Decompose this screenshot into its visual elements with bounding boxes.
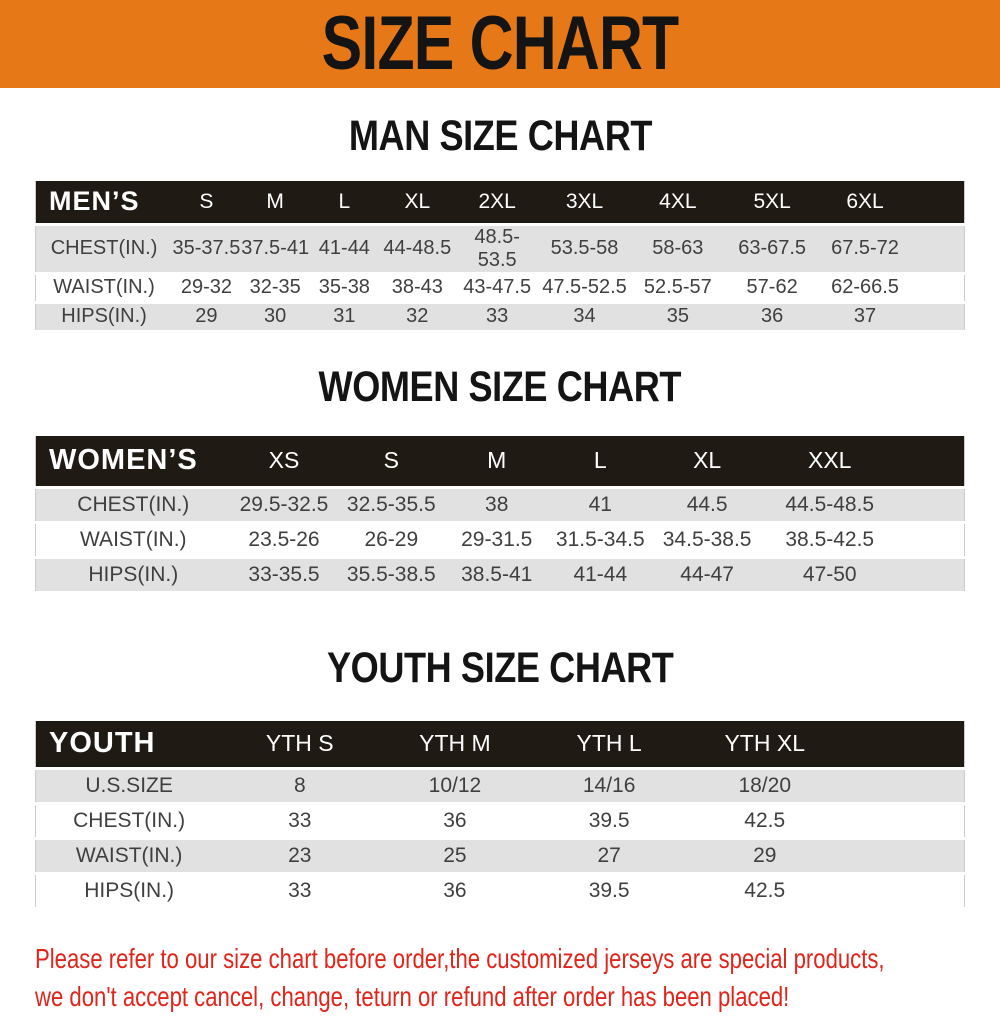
row-label: CHEST(IN.)	[36, 803, 223, 838]
size-value: 42.5	[686, 873, 844, 908]
size-value: 27	[533, 838, 686, 873]
size-value: 35	[630, 302, 726, 331]
table-corner-label: MEN’S	[36, 181, 173, 224]
column-header: M	[241, 181, 310, 224]
size-value: 25	[377, 838, 532, 873]
column-header: M	[445, 436, 548, 488]
size-value: 29-31.5	[445, 523, 548, 558]
row-label: WAIST(IN.)	[36, 523, 231, 558]
size-value: 30	[241, 302, 310, 331]
row-filler	[844, 838, 965, 873]
table-header-row	[36, 181, 965, 224]
size-value: 38.5-42.5	[762, 523, 898, 558]
column-header: L	[548, 436, 652, 488]
women-size-table	[35, 436, 965, 595]
size-value: 36	[377, 803, 532, 838]
size-value: 41-44	[548, 558, 652, 593]
size-value: 34	[539, 302, 630, 331]
column-header: S	[172, 181, 241, 224]
size-value: 29	[686, 838, 844, 873]
size-value: 36	[377, 873, 532, 908]
column-header: XS	[231, 436, 338, 488]
size-value: 47-50	[762, 558, 898, 593]
row-filler	[898, 488, 965, 523]
size-value: 48.5-53.5	[455, 224, 539, 273]
table-row	[36, 838, 965, 873]
table-row	[36, 768, 965, 803]
column-header: YTH M	[377, 721, 532, 768]
size-value: 42.5	[686, 803, 844, 838]
table-header-row	[36, 436, 965, 488]
row-label: U.S.SIZE	[36, 768, 223, 803]
youth-section-heading-text: YOUTH SIZE CHART	[326, 644, 674, 692]
size-value: 37	[819, 302, 912, 331]
size-value: 33	[222, 803, 377, 838]
column-header: S	[337, 436, 445, 488]
size-value: 23.5-26	[231, 523, 338, 558]
size-value: 29-32	[172, 273, 241, 302]
column-header: YTH L	[533, 721, 686, 768]
size-value: 63-67.5	[726, 224, 819, 273]
disclaimer-text	[35, 940, 1000, 1016]
youth-table-wrap	[0, 721, 1000, 910]
row-label: HIPS(IN.)	[36, 302, 173, 331]
size-chart-banner	[0, 0, 1000, 88]
size-value: 62-66.5	[819, 273, 912, 302]
size-value: 44.5-48.5	[762, 488, 898, 523]
table-row	[36, 273, 965, 302]
man-section-heading-text: MAN SIZE CHART	[348, 112, 652, 160]
column-header: L	[310, 181, 380, 224]
men-size-table	[35, 181, 965, 333]
size-value: 18/20	[686, 768, 844, 803]
youth-section-heading	[0, 644, 1000, 693]
size-value: 41	[548, 488, 652, 523]
size-value: 32.5-35.5	[337, 488, 445, 523]
women-section-heading-text: WOMEN SIZE CHART	[318, 362, 682, 411]
table-corner-label: WOMEN’S	[36, 436, 231, 488]
size-value: 39.5	[533, 873, 686, 908]
size-value: 58-63	[630, 224, 726, 273]
size-value: 33-35.5	[231, 558, 338, 593]
table-row	[36, 488, 965, 523]
table-row	[36, 523, 965, 558]
row-filler	[898, 558, 965, 593]
row-label: HIPS(IN.)	[36, 873, 223, 908]
size-value: 67.5-72	[819, 224, 912, 273]
size-value: 8	[222, 768, 377, 803]
size-value: 39.5	[533, 803, 686, 838]
size-value: 47.5-52.5	[539, 273, 630, 302]
size-value: 31.5-34.5	[548, 523, 652, 558]
size-value: 14/16	[533, 768, 686, 803]
size-value: 36	[726, 302, 819, 331]
row-label: WAIST(IN.)	[36, 273, 173, 302]
size-value: 44-47	[652, 558, 762, 593]
table-header-row	[36, 721, 965, 768]
row-filler	[844, 768, 965, 803]
size-value: 57-62	[726, 273, 819, 302]
column-header: XXL	[762, 436, 898, 488]
size-value: 35-38	[310, 273, 380, 302]
size-value: 33	[455, 302, 539, 331]
column-header: XL	[652, 436, 762, 488]
row-filler	[844, 803, 965, 838]
row-filler	[844, 873, 965, 908]
youth-size-table	[35, 721, 965, 910]
size-value: 26-29	[337, 523, 445, 558]
table-row	[36, 873, 965, 908]
column-header: 2XL	[455, 181, 539, 224]
table-corner-label: YOUTH	[36, 721, 223, 768]
size-value: 35-37.5	[172, 224, 241, 273]
column-header: YTH S	[222, 721, 377, 768]
size-value: 32-35	[241, 273, 310, 302]
row-label: CHEST(IN.)	[36, 488, 231, 523]
size-value: 38-43	[379, 273, 455, 302]
size-value: 41-44	[310, 224, 380, 273]
row-label: CHEST(IN.)	[36, 224, 173, 273]
header-filler	[911, 181, 964, 224]
size-value: 53.5-58	[539, 224, 630, 273]
size-value: 23	[222, 838, 377, 873]
size-value: 35.5-38.5	[337, 558, 445, 593]
column-header: YTH XL	[686, 721, 844, 768]
row-filler	[911, 302, 964, 331]
disclaimer-line-2: we don't accept cancel, change, teturn or refund after order has been placed!	[35, 980, 790, 1012]
size-value: 38	[445, 488, 548, 523]
size-value: 37.5-41	[241, 224, 310, 273]
page-title: SIZE CHART	[321, 1, 679, 86]
size-value: 32	[379, 302, 455, 331]
size-value: 44.5	[652, 488, 762, 523]
size-value: 29	[172, 302, 241, 331]
column-header: 5XL	[726, 181, 819, 224]
size-value: 31	[310, 302, 380, 331]
column-header: 6XL	[819, 181, 912, 224]
row-filler	[911, 224, 964, 273]
header-filler	[844, 721, 965, 768]
size-value: 52.5-57	[630, 273, 726, 302]
man-table-wrap	[0, 181, 1000, 333]
size-value: 10/12	[377, 768, 532, 803]
size-value: 29.5-32.5	[231, 488, 338, 523]
disclaimer-line-1: Please refer to our size chart before order,the customized jerseys are special products,	[35, 942, 885, 974]
women-section-heading	[0, 363, 1000, 412]
size-value: 43-47.5	[455, 273, 539, 302]
row-label: HIPS(IN.)	[36, 558, 231, 593]
women-table-wrap	[0, 436, 1000, 595]
size-value: 44-48.5	[379, 224, 455, 273]
row-filler	[911, 273, 964, 302]
table-row	[36, 302, 965, 331]
column-header: 3XL	[539, 181, 630, 224]
man-section-heading	[0, 112, 1000, 161]
column-header: 4XL	[630, 181, 726, 224]
size-value: 34.5-38.5	[652, 523, 762, 558]
row-filler	[898, 523, 965, 558]
column-header: XL	[379, 181, 455, 224]
row-label: WAIST(IN.)	[36, 838, 223, 873]
size-value: 33	[222, 873, 377, 908]
table-row	[36, 224, 965, 273]
header-filler	[898, 436, 965, 488]
table-row	[36, 558, 965, 593]
table-row	[36, 803, 965, 838]
size-value: 38.5-41	[445, 558, 548, 593]
